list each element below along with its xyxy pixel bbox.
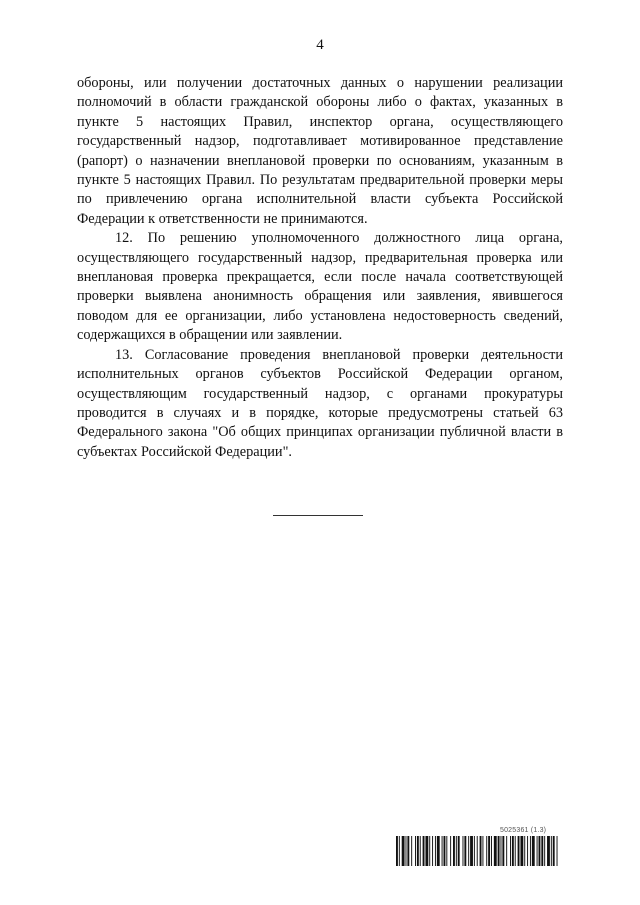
paragraph-13: 13. Согласование проведения внеплановой проверки деятельности исполнительных органов субъектов Российской Федерации органом, осуществляющим государственный надзор, с органами прокуратуры проводится в случаях и в порядке, которые предусмотрены статьей 63 Федерального закона "Об общих принципах организации публичной власти в субъектах Российской Федерации". xyxy=(77,346,563,460)
paragraph-12: 12. По решению уполномоченного должностного лица органа, осуществляющего государственный надзор, предварительная проверка или внеплановая проверка прекращается, если после начала соответствующей проверки выявлена анонимность обращения или заявления, явившегося поводом для ее организации, либо установлена недостоверность сведений, содержащихся в обращении или заявлении. xyxy=(77,230,563,344)
paragraph-continuation: обороны, или получении достаточных данных о нарушении реализации полномочий в области гражданской обороны либо о фактах, указанных в пункте 5 настоящих Правил, инспектор органа, осуществляющего государственный надзор, подготавливает мотивированное представление (рапорт) о назначении внеплановой проверки по основаниям, указанным в пункте 5 настоящих Правил. По результатам предварительной проверки меры по привлечению органа исполнительной власти субъекта Российской Федерации к ответственности не принимаются. xyxy=(77,75,563,227)
document-body xyxy=(77,74,563,462)
barcode-icon xyxy=(396,836,559,866)
end-of-text-rule xyxy=(273,515,363,516)
document-code: 5025361 (1.3) xyxy=(500,827,547,834)
page-number: 4 xyxy=(316,37,324,53)
